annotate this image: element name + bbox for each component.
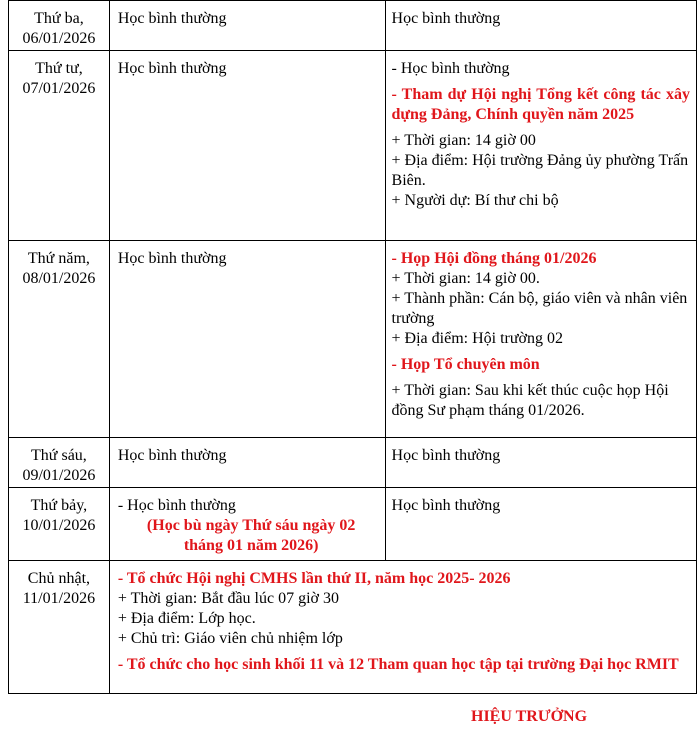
- morning-text: Học bình thường: [117, 60, 227, 77]
- morning-cell: [109, 438, 385, 488]
- afternoon-text: Học bình thường: [391, 447, 501, 464]
- day-date: 08/01/2026: [22, 270, 96, 287]
- event-title: - Họp Tổ chuyên môn: [391, 356, 540, 373]
- event-title: - Họp Hội đồng tháng 01/2026: [391, 250, 597, 267]
- day-cell: [9, 488, 110, 561]
- morning-text: - Học bình thường: [117, 497, 236, 514]
- afternoon-cell: [385, 438, 696, 488]
- morning-text: Học bình thường: [117, 447, 227, 464]
- day-cell: [9, 438, 110, 488]
- day-name: Thứ năm,: [27, 250, 90, 267]
- event-chair: + Chủ trì: Giáo viên chủ nhiệm lớp: [117, 630, 343, 647]
- morning-cell: [109, 241, 385, 438]
- event-location: + Địa điểm: Hội trường 02: [391, 330, 563, 347]
- day-name: Thứ tư,: [35, 60, 83, 77]
- day-date: 07/01/2026: [22, 80, 96, 97]
- event-title: - Tổ chức Hội nghị CMHS lần thứ II, năm học 2025- 2026: [117, 570, 511, 587]
- table-row: [9, 561, 697, 694]
- event-location: + Địa điểm: Hội trường Đảng ủy phường Trấn Biên.: [391, 152, 689, 189]
- day-date: 09/01/2026: [22, 467, 96, 484]
- event-title: - Tham dự Hội nghị Tổng kết công tác xây dựng Đảng, Chính quyền năm 2025: [391, 86, 690, 123]
- table-row: [9, 1, 697, 51]
- day-date: 10/01/2026: [22, 517, 96, 534]
- table-row: [9, 488, 697, 561]
- activity-item: - Học bình thường: [391, 60, 510, 77]
- day-cell: [9, 561, 110, 694]
- afternoon-cell: [385, 1, 696, 51]
- makeup-note: (Học bù ngày Thứ sáu ngày 02 tháng 01 năm 2026): [146, 517, 356, 554]
- principal-signature-title: HIỆU TRƯỞNG: [471, 708, 588, 725]
- event-title: - Tổ chức cho học sinh khối 11 và 12 Tham quan học tập tại trường Đại học RMIT: [117, 656, 679, 673]
- event-time: + Thời gian: 14 giờ 00: [391, 132, 536, 149]
- day-date: 06/01/2026: [22, 30, 96, 47]
- day-date: 11/01/2026: [22, 590, 96, 607]
- day-cell: [9, 51, 110, 241]
- full-day-cell: [109, 561, 696, 694]
- morning-cell: [109, 1, 385, 51]
- day-name: Chủ nhật,: [27, 570, 91, 587]
- event-location: + Địa điểm: Lớp học.: [117, 610, 256, 627]
- day-cell: [9, 1, 110, 51]
- day-name: Thứ sáu,: [31, 447, 87, 464]
- table-row: [9, 51, 697, 241]
- morning-text: Học bình thường: [117, 10, 227, 27]
- day-cell: [9, 241, 110, 438]
- afternoon-text: Học bình thường: [391, 10, 501, 27]
- table-row: [9, 241, 697, 438]
- event-time: + Thời gian: 14 giờ 00.: [391, 270, 540, 287]
- morning-text: Học bình thường: [117, 250, 227, 267]
- event-time: + Thời gian: Sau khi kết thúc cuộc họp Hội đồng Sư phạm tháng 01/2026.: [391, 382, 669, 419]
- morning-cell: [109, 51, 385, 241]
- morning-cell: [109, 488, 385, 561]
- schedule-table: [8, 0, 697, 694]
- day-name: Thứ ba,: [34, 10, 84, 27]
- event-attendee: + Người dự: Bí thư chi bộ: [391, 192, 559, 209]
- event-time: + Thời gian: Bắt đầu lúc 07 giờ 30: [117, 590, 340, 607]
- afternoon-cell: [385, 488, 696, 561]
- afternoon-cell: [385, 241, 696, 438]
- afternoon-cell: [385, 51, 696, 241]
- day-name: Thứ bảy,: [30, 497, 88, 514]
- afternoon-text: Học bình thường: [391, 497, 501, 514]
- table-row: [9, 438, 697, 488]
- event-participants: + Thành phần: Cán bộ, giáo viên và nhân viên trường: [391, 290, 688, 327]
